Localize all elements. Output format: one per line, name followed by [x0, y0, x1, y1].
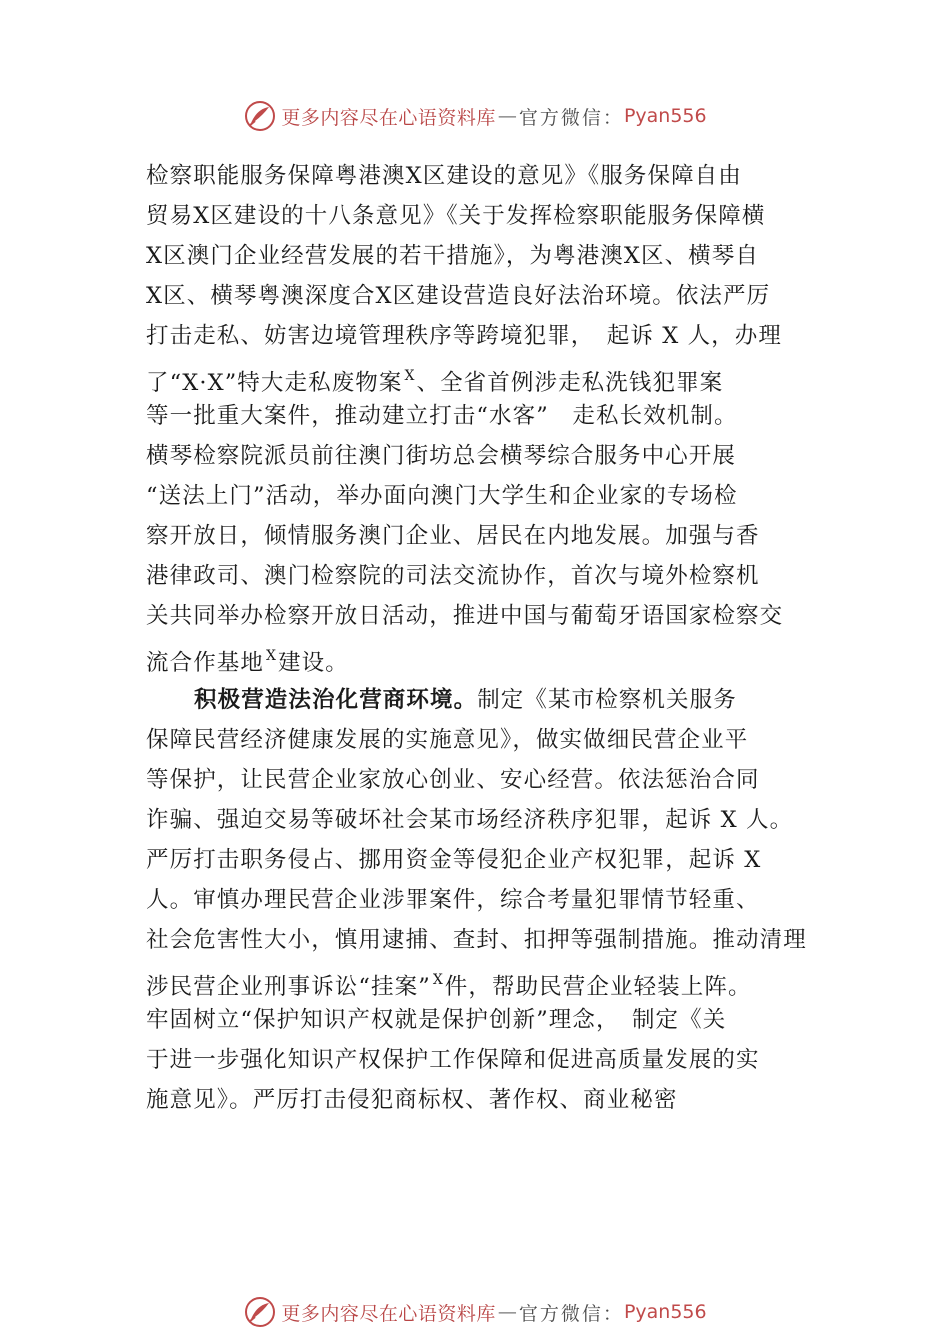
watermark-wechat-id: Pyan556 — [623, 105, 707, 127]
text-line: 严厉打击职务侵占、挪用资金等侵犯企业产权犯罪，起诉 X — [146, 847, 762, 873]
text-line: 诈骗、强迫交易等破坏社会某市场经济秩序犯罪，起诉 X 人。 — [146, 807, 794, 833]
superscript: X — [266, 648, 276, 664]
text-segment: 流合作基地 — [146, 650, 265, 676]
text-line — [146, 356, 826, 396]
paragraph-2 — [146, 680, 826, 1120]
text-segment: 件，帮助民营企业轻装上阵。 — [444, 974, 752, 1000]
text-segment: 了“X·X”特大走私废物案 — [146, 370, 403, 396]
text-line — [146, 960, 826, 1000]
watermark-official: 官方微信： — [518, 1302, 624, 1325]
text-line: 社会危害性大小，慎用逮捕、查封、扣押等强制措施。推动清理 — [146, 927, 807, 953]
text-line: 牢固树立“保护知识产权就是保护创新”理念， 制定《关 — [146, 1007, 727, 1033]
watermark-dash: — — [497, 105, 517, 127]
watermark-text: 更多内容尽在心语资料库 — [281, 1302, 496, 1325]
watermark-wechat-id: Pyan556 — [623, 1301, 707, 1323]
text-segment: 制定《某市检察机关服务 — [477, 687, 737, 713]
text-line: “送法上门”活动，举办面向澳门大学生和企业家的专场检 — [146, 483, 738, 509]
text-line: X区、横琴粤澳深度合X区建设营造良好法治环境。依法严厉 — [146, 283, 771, 309]
watermark-official: 官方微信： — [518, 106, 624, 129]
text-line: 横琴检察院派员前往澳门街坊总会横琴综合服务中心开展 — [146, 443, 737, 469]
text-segment: 建设。 — [277, 650, 349, 676]
text-line: X区澳门企业经营发展的若干措施》，为粤港澳X区、横琴自 — [146, 243, 759, 269]
watermark-dash: — — [497, 1301, 517, 1323]
watermark-footer — [0, 1292, 950, 1332]
text-line — [146, 680, 826, 720]
text-line: 于进一步强化知识产权保护工作保障和促进高质量发展的实 — [146, 1047, 760, 1073]
text-line: 施意见》。严厉打击侵犯商标权、著作权、商业秘密 — [146, 1087, 678, 1113]
text-line: 打击走私、妨害边境管理秩序等跨境犯罪， 起诉 X 人，办理 — [146, 323, 782, 349]
superscript: X — [404, 368, 415, 384]
text-segment: 、全省首例涉走私洗钱犯罪案 — [416, 370, 724, 396]
text-line: 察开放日，倾情服务澳门企业、居民在内地发展。加强与香 — [146, 523, 760, 549]
document-body — [146, 156, 826, 1120]
text-line: 等一批重大案件，推动建立打击“水客” 走私长效机制。 — [146, 403, 738, 429]
paragraph-1 — [146, 156, 826, 676]
text-line: 检察职能服务保障粤港澳X区建设的意见》《服务保障自由 — [146, 163, 742, 189]
pen-logo-icon — [243, 99, 277, 133]
text-line — [146, 636, 826, 676]
text-line: 港律政司、澳门检察院的司法交流协作，首次与境外检察机 — [146, 563, 760, 589]
text-line: 关共同举办检察开放日活动，推进中国与葡萄牙语国家检察交 — [146, 603, 784, 629]
text-line: 贸易X区建设的十八条意见》《关于发挥检察职能服务保障横 — [146, 203, 766, 229]
text-line: 保障民营经济健康发展的实施意见》，做实做细民营企业平 — [146, 727, 749, 753]
pen-logo-icon — [243, 1295, 277, 1329]
watermark-header — [0, 96, 950, 136]
text-segment: 涉民营企业刑事诉讼“挂案” — [146, 974, 431, 1000]
superscript: X — [432, 972, 443, 988]
text-line: 人。审慎办理民营企业涉罪案件，综合考量犯罪情节轻重、 — [146, 887, 760, 913]
section-heading: 积极营造法治化营商环境。 — [194, 687, 478, 713]
watermark-text: 更多内容尽在心语资料库 — [281, 106, 496, 129]
text-line: 等保护，让民营企业家放心创业、安心经营。依法惩治合同 — [146, 767, 760, 793]
